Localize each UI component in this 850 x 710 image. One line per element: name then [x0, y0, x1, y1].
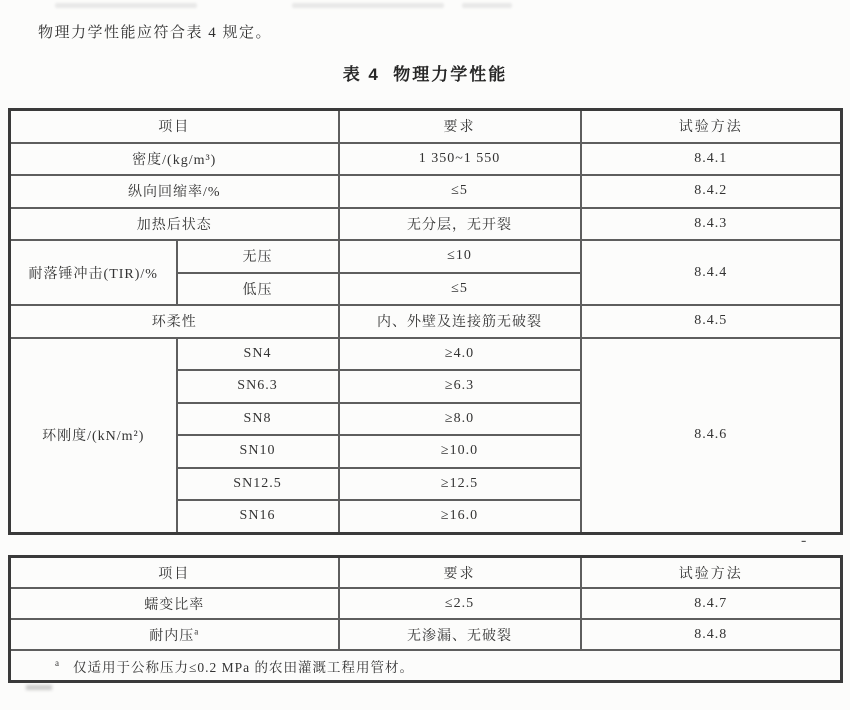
pressure-item-cell: [10, 619, 339, 650]
table-4-continued: [8, 555, 843, 683]
header-method: 试验方法: [581, 110, 842, 143]
stiffness-sub-req-cell: ≥8.0: [339, 403, 581, 436]
shrinkage-method-cell: 8.4.2: [581, 175, 842, 208]
stiffness-sub-label-cell: SN8: [177, 403, 339, 436]
shrinkage-item-cell: 纵向回缩率/%: [10, 175, 339, 208]
scan-smudge: [55, 3, 197, 8]
stiffness-sub-label-cell: SN12.5: [177, 468, 339, 501]
impact-sub-req-cell: ≤10: [339, 240, 581, 273]
flex-req-cell: 内、外壁及连接筋无破裂: [339, 305, 581, 338]
table-row-flex: [10, 305, 842, 338]
stiffness-method-cell: 8.4.6: [581, 338, 842, 534]
density-req-cell: 1 350~1 550: [339, 143, 581, 176]
stiffness-item-cell: 环刚度/(kN/m²): [10, 338, 177, 534]
density-method-cell: 8.4.1: [581, 143, 842, 176]
footnote-cell: [10, 650, 842, 682]
flex-method-cell: 8.4.5: [581, 305, 842, 338]
stiffness-sub-label-cell: SN6.3: [177, 370, 339, 403]
stiffness-sub-label-cell: SN10: [177, 435, 339, 468]
table-row-impact-1: [10, 240, 842, 273]
impact-item-cell: 耐落锤冲击(TIR)/%: [10, 240, 177, 305]
table-header-row: [10, 557, 842, 589]
footnote-marker: a: [55, 658, 60, 668]
creep-req-cell: ≤2.5: [339, 588, 581, 619]
stiffness-sub-label-cell: SN4: [177, 338, 339, 371]
heat-req-cell: 无分层，无开裂: [339, 208, 581, 241]
stiffness-sub-req-cell: ≥10.0: [339, 435, 581, 468]
creep-item-cell: 蠕变比率: [10, 588, 339, 619]
header-requirement: 要求: [339, 557, 581, 589]
table-row-pressure: [10, 619, 842, 650]
footnote-text: 仅适用于公称压力≤0.2 MPa 的农田灌溉工程用管材。: [73, 659, 415, 675]
table-header-row: [10, 110, 842, 143]
scan-artifact-bottom: [26, 685, 52, 690]
table-row-heat: [10, 208, 842, 241]
pressure-method-cell: 8.4.8: [581, 619, 842, 650]
impact-method-cell: 8.4.4: [581, 240, 842, 305]
scan-smudge: [292, 3, 444, 8]
heat-method-cell: 8.4.3: [581, 208, 842, 241]
pressure-item-text: 耐内压: [149, 628, 195, 644]
pressure-req-cell: 无渗漏、无破裂: [339, 619, 581, 650]
stiffness-sub-label-cell: SN16: [177, 500, 339, 533]
header-item: 项目: [10, 110, 339, 143]
stray-dash-mark: -: [801, 532, 807, 549]
density-item-cell: 密度/(kg/m³): [10, 143, 339, 176]
intro-text: 物理力学性能应符合表 4 规定。: [38, 25, 273, 41]
shrinkage-req-cell: ≤5: [339, 175, 581, 208]
table-footnote-row: [10, 650, 842, 682]
flex-item-cell: 环柔性: [10, 305, 339, 338]
stiffness-sub-req-cell: ≥6.3: [339, 370, 581, 403]
table-4-physical-mechanical: [8, 108, 843, 535]
heat-item-cell: 加热后状态: [10, 208, 339, 241]
footnote-ref-mark: a: [194, 625, 200, 636]
header-requirement: 要求: [339, 110, 581, 143]
header-method: 试验方法: [581, 557, 842, 589]
creep-method-cell: 8.4.7: [581, 588, 842, 619]
impact-sub-req-cell: ≤5: [339, 273, 581, 306]
table-row-shrinkage: [10, 175, 842, 208]
stiffness-sub-req-cell: ≥16.0: [339, 500, 581, 533]
impact-sub-label-cell: 无压: [177, 240, 339, 273]
table-row-density: [10, 143, 842, 176]
table-row-creep: [10, 588, 842, 619]
table-row-stiffness-1: [10, 338, 842, 371]
header-item: 项目: [10, 557, 339, 589]
table-title: 表 4 物理力学性能: [342, 65, 508, 84]
scan-smudge: [462, 3, 512, 8]
stiffness-sub-req-cell: ≥12.5: [339, 468, 581, 501]
stiffness-sub-req-cell: ≥4.0: [339, 338, 581, 371]
impact-sub-label-cell: 低压: [177, 273, 339, 306]
